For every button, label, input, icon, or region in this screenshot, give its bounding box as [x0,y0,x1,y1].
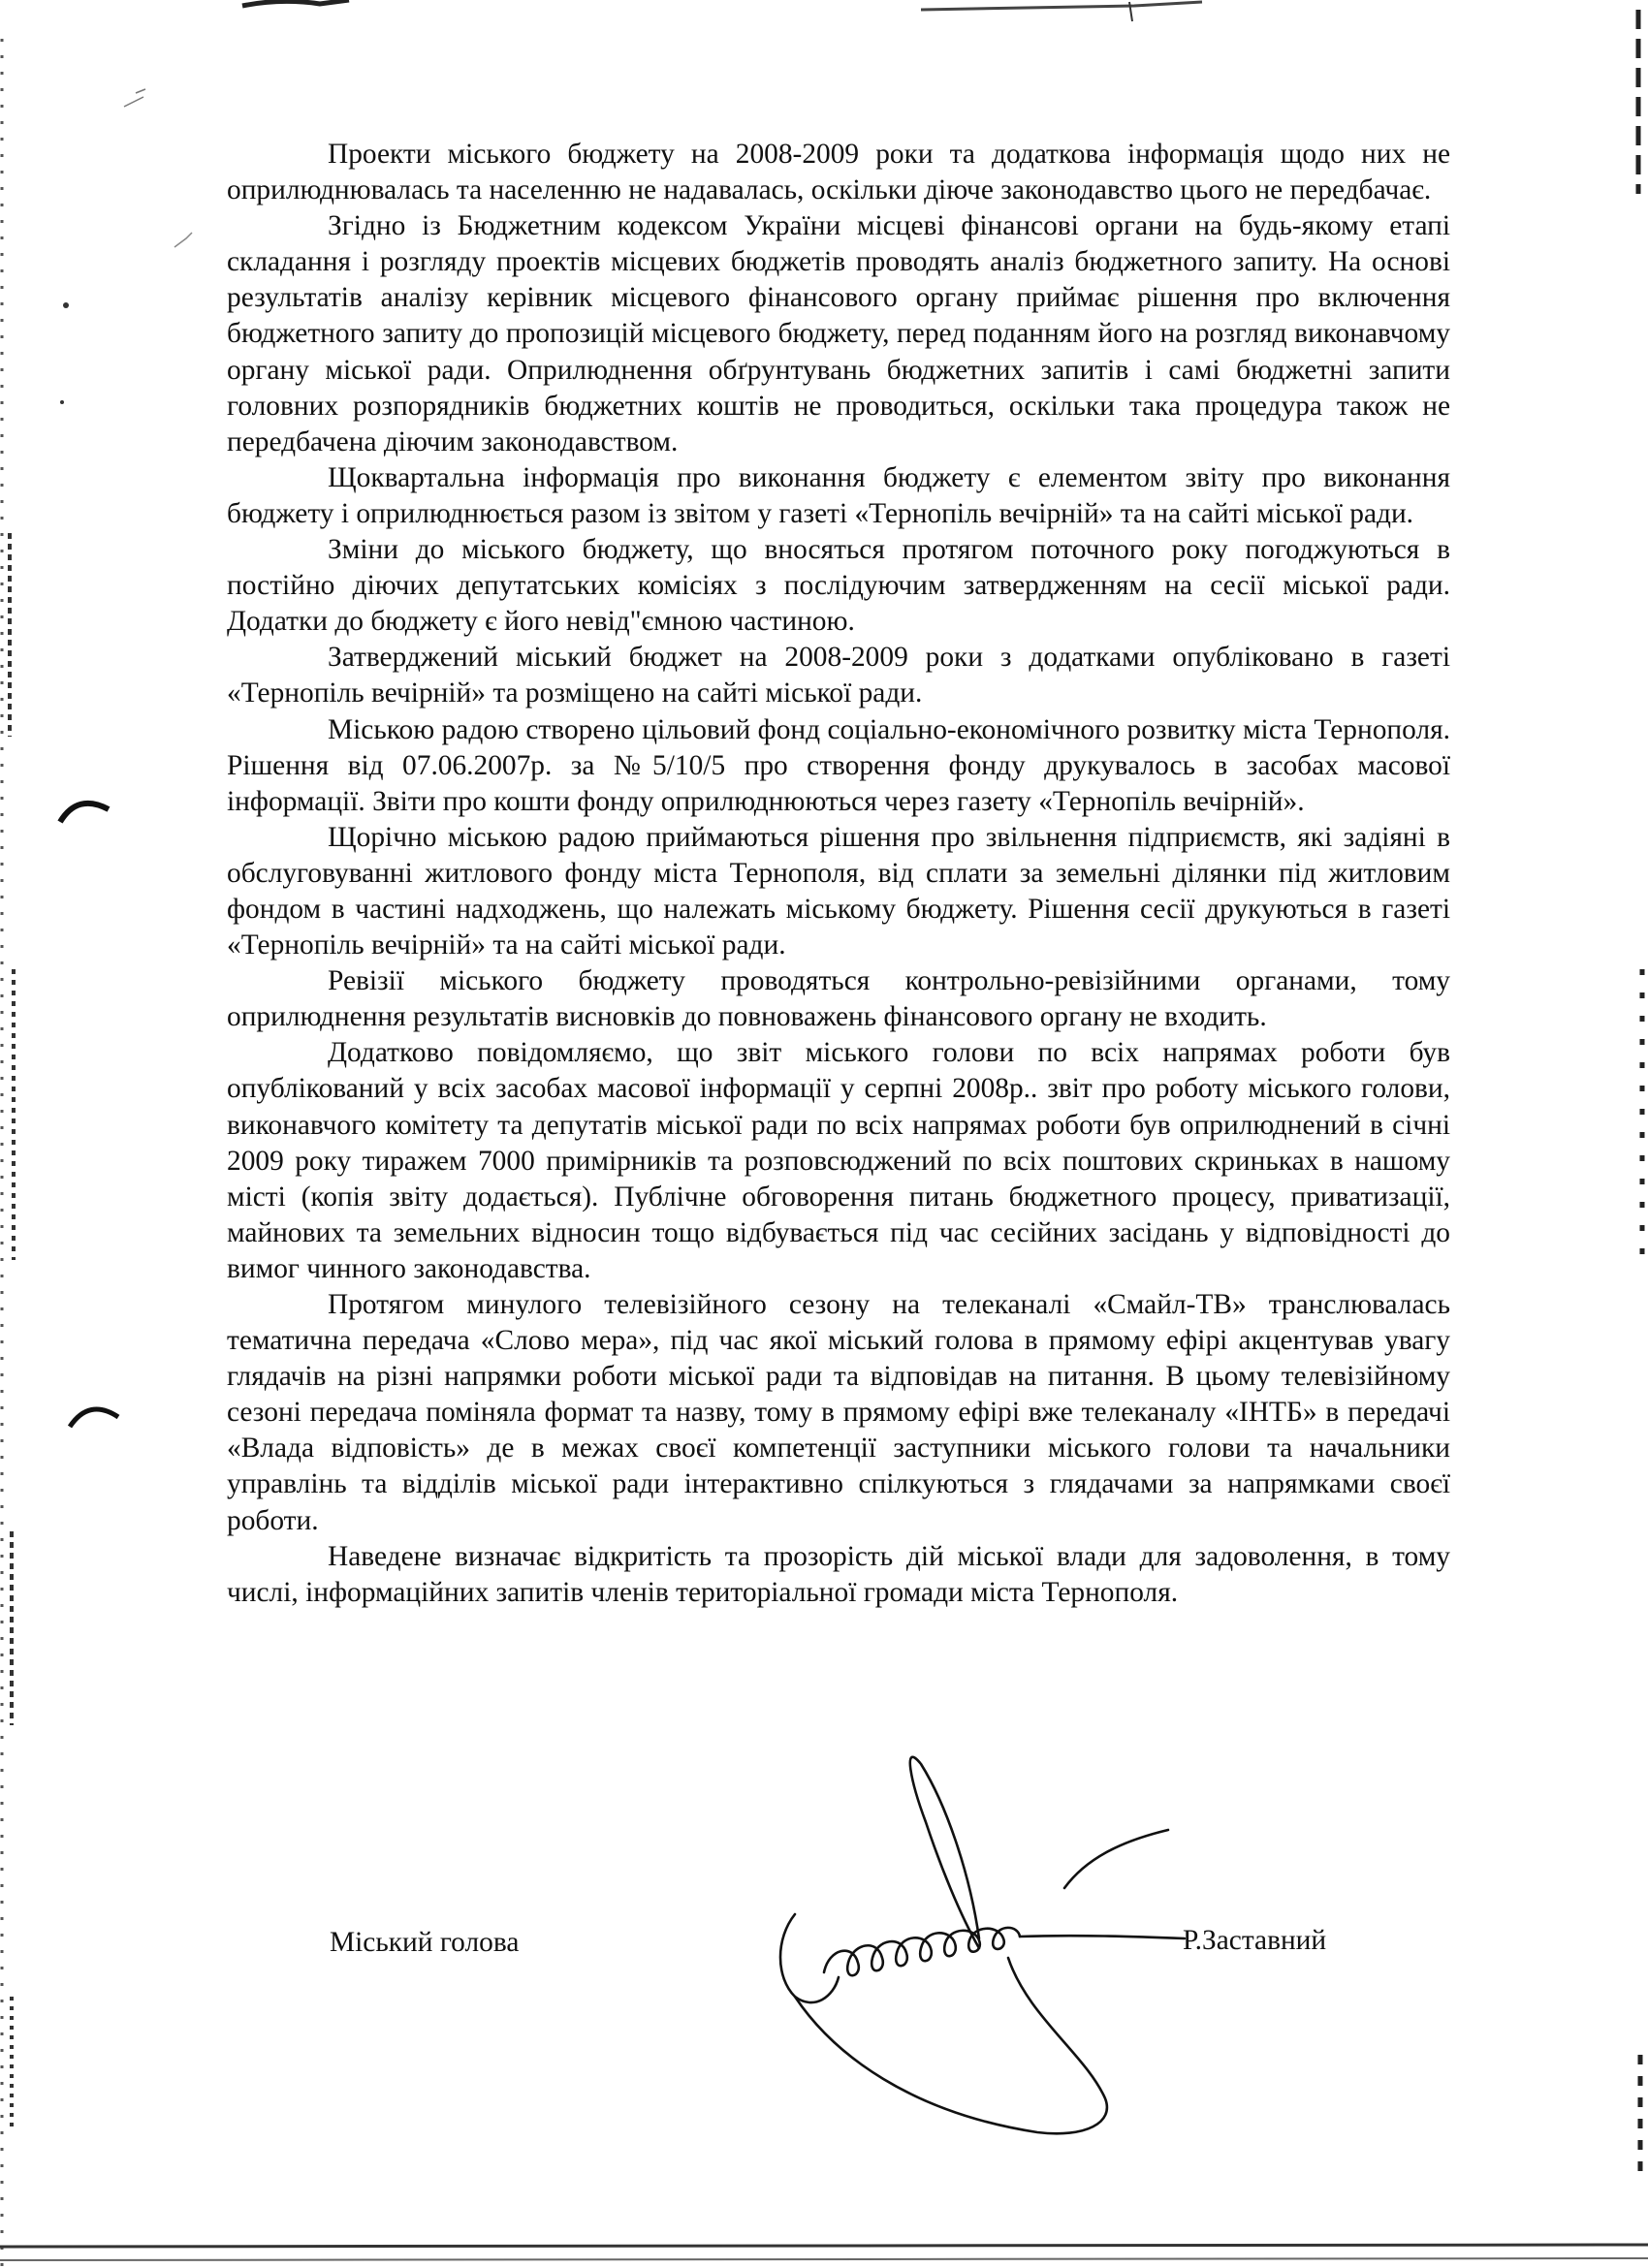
signatory-title: Міський голова [330,1927,520,1958]
paragraph: Щорічно міською радою приймаються рішення про звільнення підприємств, які задіяні в обслуговуванні житлового фонду міста Тернополя, від сплати за земельні ділянки під житловим фондом в частині надходжень, що належать міському бюджету. Рішення сесії друкуються в газеті «Тернопіль вечірній» та на сайті міської ради. [227,821,1450,961]
letter-body [227,137,1450,1611]
paragraph: Додатково повідомляємо, що звіт міського голови по всіх напрямах роботи був опублікований у всіх засобах масової інформації у серпні 2008р.. звіт про роботу міського голови, виконавчого комітету та депутатів міської ради по всіх напрямах роботи був оприлюднений в січні 2009 року тиражем 7000 примірників та розповсюджений по всіх поштових скриньках в нашому місті (копія звіту додається). Публічне обговорення питань бюджетного процесу, приватизації, майнових та земельних відносин тощо відбувається під час сесійних засідань у відповідності до вимог чинного законодавства. [227,1037,1450,1284]
paragraph: Наведене визначає відкритість та прозорість дій міської влади для задоволення, в тому числі, інформаційних запитів членів територіальної громади міста Тернополя. [227,1540,1450,1608]
paragraph: Ревізії міського бюджету проводяться контрольно-ревізійними органами, тому оприлюднення результатів висновків до повноважень фінансового органу не входить. [227,965,1450,1033]
paragraph: Проекти міського бюджету на 2008-2009 роки та додаткова інформація щодо них не оприлюднювалась та населенню не надавалась, оскільки діюче законодавство цього не передбачає. [227,139,1450,206]
paragraph: Згідно із Бюджетним кодексом України місцеві фінансові органи на будь-якому етапі складання і розгляду проектів місцевих бюджетів проводять аналіз бюджетного запиту. На основі результатів аналізу керівник місцевого фінансового органу приймає рішення про включення бюджетного запиту до пропозицій місцевого бюджету, перед поданням його на розгляд виконавчому органу міської ради. Оприлюднення обґрунтувань бюджетних запитів і самі бюджетні запити головних розпорядників бюджетних коштів не проводиться, оскільки така процедура також не передбачена діючим законодавством. [227,210,1450,457]
paragraph: Міською радою створено цільовий фонд соціально-економічного розвитку міста Тернополя. Рішення від 07.06.2007р. за №5/10/5 про створення фонду друкувалось в засобах масової інформації. Звіти про кошти фонду оприлюднюються через газету «Тернопіль вечірній». [227,713,1450,817]
paragraph: Щоквартальна інформація про виконання бюджету є елементом звіту про виконання бюджету і оприлюднюється разом із звітом у газеті «Тернопіль вечірній» та на сайті міської ради. [227,461,1450,529]
paragraph: Протягом минулого телевізійного сезону на телеканалі «Смайл-ТВ» транслювалась тематична передача «Слово мера», під час якої міський голова в прямому ефірі акцентував увагу глядачів на різні напрямки роботи міської ради та відповідав на питання. В цьому телевізійному сезоні передача поміняла формат та назву, тому в прямому ефірі вже телеканалу «ІНТБ» в передачі «Влада відповість» де в межах своєї компетенції заступники міського голови та начальники управлінь та відділів міської ради інтерактивно спілкуються з глядачами за напрямками своєї роботи. [227,1289,1450,1536]
paragraph: Зміни до міського бюджету, що вносяться протягом поточного року погоджуються в постійно діючих депутатських комісіях з послідуючим затвердженням на сесії міської ради. Додатки до бюджету є його невід"ємною частиною. [227,534,1450,638]
paragraph: Затверджений міський бюджет на 2008-2009 роки з додатками опубліковано в газеті «Тернопіль вечірній» та розміщено на сайті міської ради. [227,642,1450,709]
signatory-name: Р.Заставний [1183,1925,1327,1956]
